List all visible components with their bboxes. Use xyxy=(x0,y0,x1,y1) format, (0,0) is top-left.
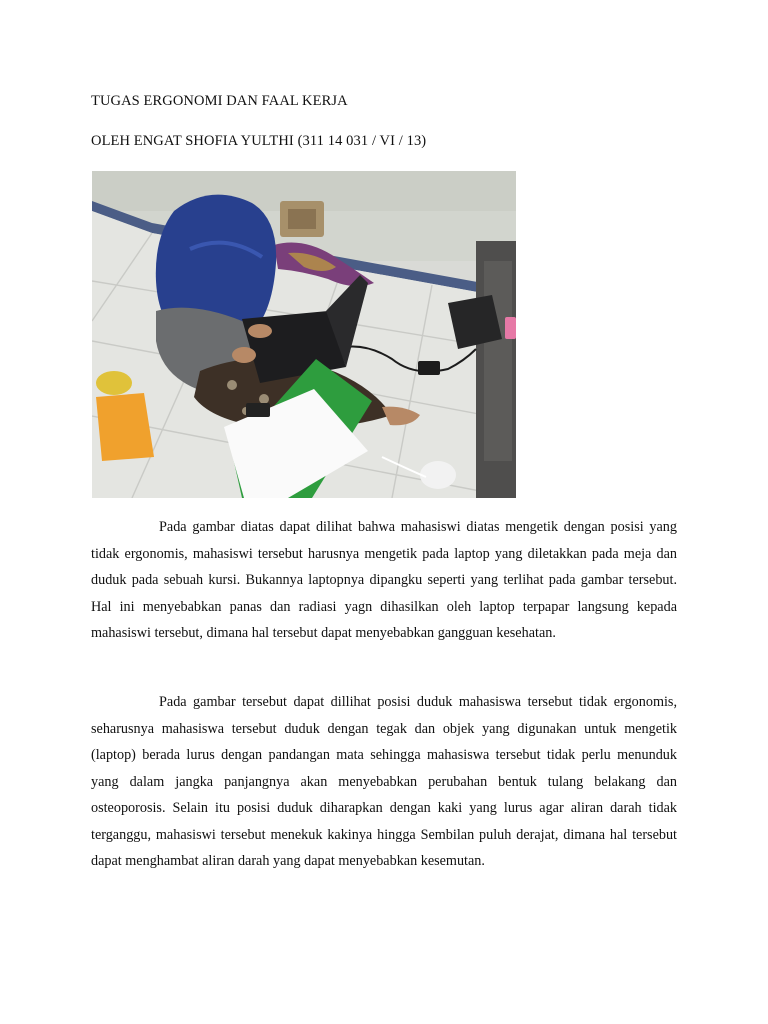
paragraph: Pada gambar diatas dapat dilihat bahwa mahasiswi diatas mengetik dengan posisi yang tidak ergonomis, mahasiswi tersebut harusnya mengetik pada laptop yang diletakkan pada meja dan duduk pada sebuah kursi. Bukannya laptopnya dipangku seperti yang terlihat pada gambar tersebut. Hal ini menyebabkan panas dan radiasi yagn dihasilkan oleh laptop terpapar langsung kepada mahasiswi tersebut, dimana hal tersebut dapat menyebabkan gangguan kesehatan. xyxy=(91,519,677,641)
author-line: OLEH ENGAT SHOFIA YULTHI (311 14 031 / VI / 13) xyxy=(91,133,427,149)
paragraph: Pada gambar tersebut dapat dillihat posisi duduk mahasiswa tersebut tidak ergonomis, seharusnya mahasiswa tersebut duduk dengan tegak dan objek yang digunakan untuk mengetik (laptop) berada lurus dengan pandangan mata sehingga mahasiswa tersebut tidak perlu menunduk yang dalam jangka panjangnya akan menyebabkan perubahan bentuk tulang belakang dan osteoporosis. Selain itu posisi duduk diharapkan dengan kaki yang lurus agar aliran darah tidak terganggu, mahasiswi tersebut menekuk kakinya hingga Sembilan puluh derajat, dimana hal tersebut dapat menghambat aliran darah yang dapat menyebabkan kesemutan. xyxy=(91,694,677,869)
photo-student-typing-on-floor xyxy=(92,171,516,498)
document-title: TUGAS ERGONOMI DAN FAAL KERJA xyxy=(91,93,348,109)
